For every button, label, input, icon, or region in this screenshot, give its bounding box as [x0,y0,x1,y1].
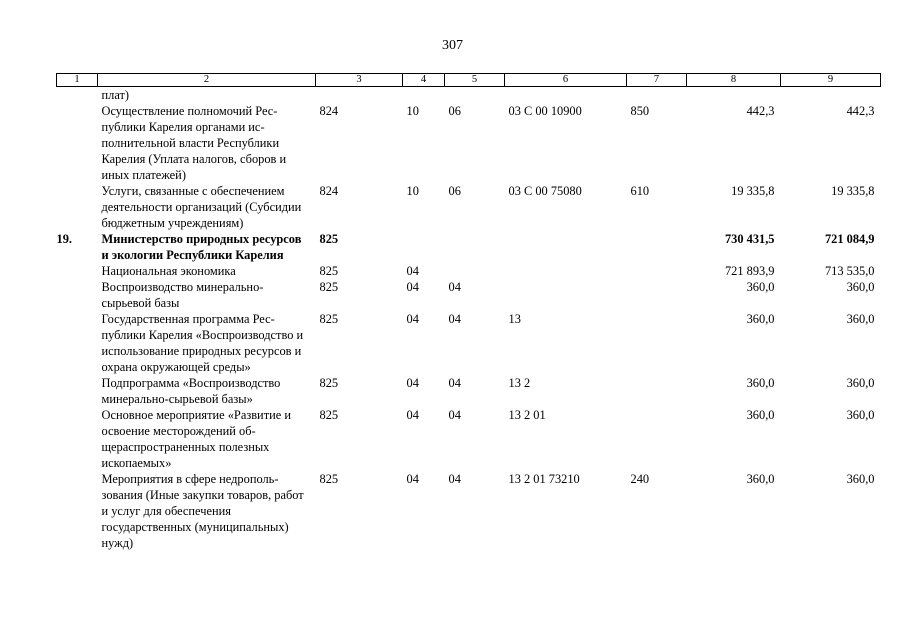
cell-expense-type [627,231,687,263]
column-header: 5 [445,74,505,87]
cell-target-article: 13 2 01 73210 [508,472,580,486]
cell-target-article [505,263,627,279]
cell-name: Основное мероприятие «Развитие и освоение месторождений общераспространенных полезных ископаемых» [101,408,291,470]
cell-target-article [505,87,627,104]
cell-amount-year-2: 360,0 [846,312,875,326]
cell-expense-type [627,407,687,471]
cell-row-number [57,471,98,551]
cell-row-number: 19. [56,232,72,246]
cell-expense-type: 610 [630,184,650,198]
cell-row-number [57,263,98,279]
cell-section: 04 [406,312,419,326]
cell-amount-year-1: 730 431,5 [724,232,775,246]
cell-ministry-code: 825 [319,312,339,326]
cell-amount-year-2: 360,0 [846,280,875,294]
cell-subsection: 04 [448,408,461,422]
cell-target-article: 03 С 00 10900 [508,104,582,118]
cell-ministry-code: 825 [319,408,339,422]
cell-section: 04 [406,264,419,278]
cell-name: Государственная программа Республики Карелия «Воспроизводство и использование природных ресурсов и охрана окружающей среды» [101,312,304,374]
cell-amount-year-1: 360,0 [746,280,775,294]
cell-ministry-code: 825 [319,376,339,390]
cell-amount-year-2 [781,87,881,104]
cell-amount-year-2: 19 335,8 [831,184,875,198]
column-header: 4 [403,74,445,87]
cell-expense-type [627,311,687,375]
cell-subsection: 04 [448,472,461,486]
cell-row-number [57,183,98,231]
cell-name: Национальная экономика [101,264,236,278]
cell-name: плат) [101,88,130,102]
cell-section: 04 [406,376,419,390]
cell-target-article: 03 С 00 75080 [508,184,582,198]
cell-section [403,231,445,263]
cell-name: Воспроизводство минерально-сырьевой базы [101,280,264,310]
cell-expense-type [627,263,687,279]
cell-expense-type: 240 [630,472,650,486]
cell-name: Подпрограмма «Воспроизводство минерально-сырьевой базы» [101,376,281,406]
cell-section: 04 [406,408,419,422]
cell-ministry-code: 824 [319,184,339,198]
cell-subsection: 04 [448,312,461,326]
cell-amount-year-2: 721 084,9 [824,232,875,246]
cell-target-article: 13 2 01 [508,408,546,422]
table-row [57,375,881,407]
column-header: 8 [687,74,781,87]
cell-subsection: 06 [448,184,461,198]
table-header-row [57,74,881,87]
budget-table [56,73,881,551]
column-header: 3 [316,74,403,87]
cell-amount-year-2: 360,0 [846,408,875,422]
cell-subsection: 04 [448,280,461,294]
cell-amount-year-1: 360,0 [746,472,775,486]
cell-expense-type: 850 [630,104,650,118]
cell-amount-year-2: 713 535,0 [824,264,875,278]
column-header: 6 [505,74,627,87]
table-row [57,279,881,311]
cell-section: 10 [406,184,419,198]
cell-row-number [57,375,98,407]
cell-amount-year-1 [687,87,781,104]
cell-subsection: 06 [448,104,461,118]
cell-name: Мероприятия в сфере недропользования (Иные закупки товаров, работ и услуг для обеспечения государственных (муниципальных) нужд) [101,472,304,550]
table-row [57,183,881,231]
column-header: 9 [781,74,881,87]
table-row [57,103,881,183]
cell-row-number [57,279,98,311]
table-row [57,407,881,471]
cell-row-number [57,407,98,471]
cell-amount-year-1: 721 893,9 [724,264,775,278]
table-row [57,471,881,551]
cell-ministry-code [316,87,403,104]
cell-target-article [505,279,627,311]
cell-row-number [57,87,98,104]
table-row [57,87,881,104]
cell-amount-year-1: 360,0 [746,312,775,326]
cell-amount-year-2: 360,0 [846,376,875,390]
cell-amount-year-2: 360,0 [846,472,875,486]
cell-row-number [57,103,98,183]
cell-amount-year-1: 442,3 [746,104,775,118]
cell-subsection [445,263,505,279]
cell-expense-type [627,279,687,311]
cell-ministry-code: 825 [319,232,339,246]
column-header: 2 [98,74,316,87]
cell-subsection [445,87,505,104]
cell-target-article [505,231,627,263]
cell-amount-year-1: 19 335,8 [731,184,775,198]
column-header: 1 [57,74,98,87]
cell-ministry-code: 825 [319,264,339,278]
cell-subsection: 04 [448,376,461,390]
cell-target-article: 13 [508,312,521,326]
table-row [57,263,881,279]
cell-section: 04 [406,280,419,294]
cell-name: Услуги, связанные с обеспечением деятельности организаций (Субсидии бюджетным учреждениям) [101,184,302,230]
cell-section: 10 [406,104,419,118]
cell-name: Министерство природных ресурсов и экологии Республики Карелия [101,232,302,262]
cell-expense-type [627,375,687,407]
cell-name: Осуществление полномочий Республики Карелия органами исполнительной власти Республики Карелия (Уплата налогов, сборов и иных платежей) [101,104,287,182]
cell-row-number [57,311,98,375]
cell-section [403,87,445,104]
cell-ministry-code: 825 [319,280,339,294]
cell-ministry-code: 824 [319,104,339,118]
table-row [57,311,881,375]
cell-amount-year-2: 442,3 [846,104,875,118]
cell-target-article: 13 2 [508,376,531,390]
cell-ministry-code: 825 [319,472,339,486]
cell-section: 04 [406,472,419,486]
cell-amount-year-1: 360,0 [746,376,775,390]
cell-amount-year-1: 360,0 [746,408,775,422]
column-header: 7 [627,74,687,87]
cell-expense-type [627,87,687,104]
cell-subsection [445,231,505,263]
table-row [57,231,881,263]
page-number: 307 [442,38,463,53]
